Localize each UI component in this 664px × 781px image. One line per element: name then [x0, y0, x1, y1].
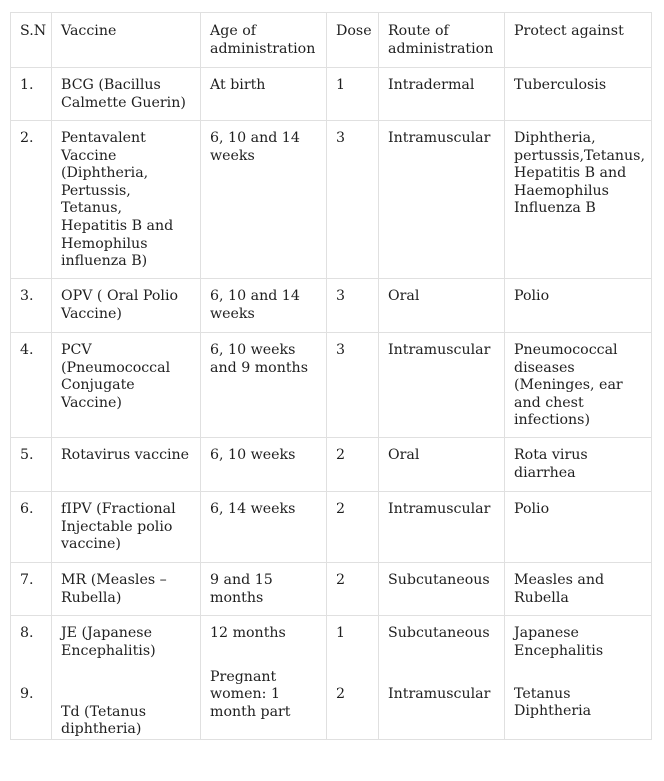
header-protect: Protect against [505, 13, 652, 68]
cell-route: Intramuscular [379, 121, 505, 279]
cell-sn: 1. [11, 68, 52, 121]
cell-sn: 9. [11, 669, 52, 740]
table-row [11, 492, 652, 563]
cell-sn: 8. [11, 616, 52, 669]
cell-age: 9 and 15 months [201, 563, 327, 616]
vaccine-schedule-table [10, 12, 652, 740]
cell-vaccine: PCV (Pneumococcal Conjugate Vaccine) [52, 333, 201, 438]
cell-protect: Polio [505, 279, 652, 333]
cell-protect: Tuberculosis [505, 68, 652, 121]
cell-sn: 4. [11, 333, 52, 438]
cell-dose: 1 [327, 68, 379, 121]
cell-dose: 2 [327, 563, 379, 616]
cell-age: Pregnant women: 1 month part [201, 669, 327, 740]
table-header-row [11, 13, 652, 68]
cell-age: 6, 10 weeks [201, 438, 327, 492]
cell-sn: 7. [11, 563, 52, 616]
cell-vaccine: OPV ( Oral Polio Vaccine) [52, 279, 201, 333]
cell-protect: Pneumococcal diseases (Meninges, ear and chest infections) [505, 333, 652, 438]
cell-route: Oral [379, 438, 505, 492]
cell-dose: 2 [327, 669, 379, 740]
cell-age: 6, 10 weeks and 9 months [201, 333, 327, 438]
cell-route: Intramuscular [379, 669, 505, 740]
cell-sn: 6. [11, 492, 52, 563]
cell-age: At birth [201, 68, 327, 121]
cell-sn: 2. [11, 121, 52, 279]
header-route: Route of administration [379, 13, 505, 68]
cell-vaccine: JE (Japanese Encephalitis) [52, 616, 201, 669]
table-row [11, 563, 652, 616]
cell-age: 6, 14 weeks [201, 492, 327, 563]
cell-dose: 3 [327, 279, 379, 333]
header-age: Age of administration [201, 13, 327, 68]
cell-vaccine: fIPV (Fractional Injectable polio vaccine) [52, 492, 201, 563]
header-dose: Dose [327, 13, 379, 68]
cell-vaccine: Rotavirus vaccine [52, 438, 201, 492]
table-row [11, 616, 652, 669]
table-row [11, 333, 652, 438]
table-row [11, 669, 652, 740]
cell-sn: 5. [11, 438, 52, 492]
cell-route: Intramuscular [379, 492, 505, 563]
cell-age: 12 months [201, 616, 327, 669]
cell-vaccine-text: Td (Tetanus diphtheria) [61, 703, 147, 738]
cell-dose: 1 [327, 616, 379, 669]
cell-route: Intramuscular [379, 333, 505, 438]
cell-route: Oral [379, 279, 505, 333]
table-row [11, 438, 652, 492]
cell-age: 6, 10 and 14 weeks [201, 279, 327, 333]
cell-vaccine [52, 669, 201, 740]
cell-age: 6, 10 and 14 weeks [201, 121, 327, 279]
cell-vaccine-part2: Hepatitis B and Hemophilus influenza B) [61, 217, 174, 270]
cell-vaccine [52, 121, 201, 279]
header-vaccine: Vaccine [52, 13, 201, 68]
cell-sn: 3. [11, 279, 52, 333]
cell-dose: 3 [327, 333, 379, 438]
cell-protect: Polio [505, 492, 652, 563]
header-sn: S.N [11, 13, 52, 68]
table-row [11, 279, 652, 333]
cell-vaccine: BCG (Bacillus Calmette Guerin) [52, 68, 201, 121]
cell-protect: Tetanus Diphtheria [505, 669, 652, 740]
cell-route: Intradermal [379, 68, 505, 121]
cell-protect: Rota virus diarrhea [505, 438, 652, 492]
cell-route: Subcutaneous [379, 563, 505, 616]
vaccine-schedule-table-container [10, 12, 651, 740]
cell-dose: 2 [327, 492, 379, 563]
table-row [11, 121, 652, 279]
cell-protect: Diphtheria, pertussis,Tetanus, Hepatitis B and Haemophilus Influenza B [505, 121, 652, 279]
cell-protect: Japanese Encephalitis [505, 616, 652, 669]
cell-dose: 2 [327, 438, 379, 492]
cell-dose: 3 [327, 121, 379, 279]
cell-vaccine: MR (Measles – Rubella) [52, 563, 201, 616]
table-row [11, 68, 652, 121]
cell-vaccine-part1: Pentavalent Vaccine (Diphtheria, Pertussis, Tetanus, [61, 130, 149, 217]
cell-route: Subcutaneous [379, 616, 505, 669]
cell-protect: Measles and Rubella [505, 563, 652, 616]
